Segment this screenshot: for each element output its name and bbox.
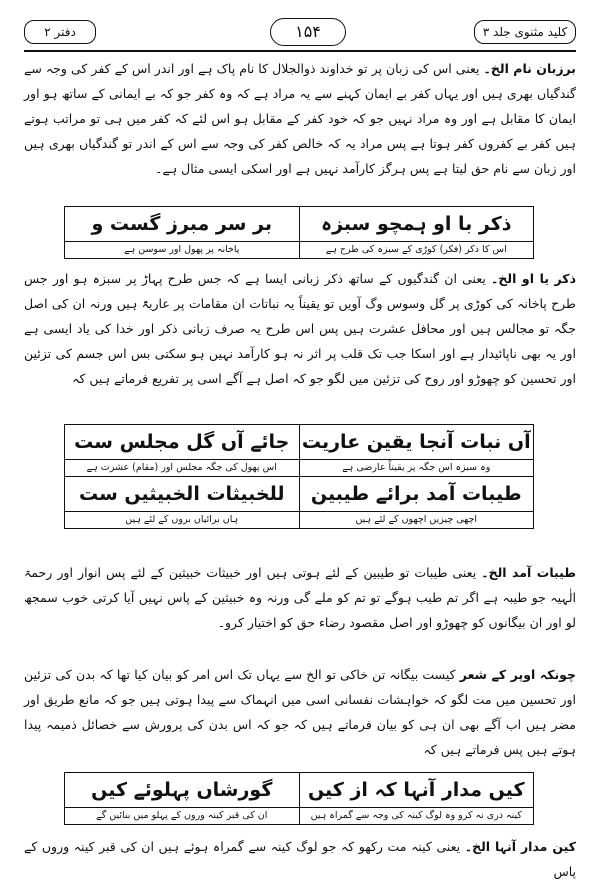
daftar-label: دفتر ۲ <box>24 20 96 44</box>
verse-left-hemistich <box>65 425 300 476</box>
paragraph-text: یعنی طیبات تو طیبین کے لئے ہوتی ہیں اور خبیثات خبیثین کے لئے پس انوار اور رحمۃ الٰہیہ جو طیبہ ہے اگر تم طیب ہوگے تو تم کو ملے گی ورنہ وہ خبیثین کے پاس نہیں آیا کرتی خوب سمجھ لو اور ان بیگانوں کو چھوڑو اور اصل مقصود رضاء حق کو اختیار کرو۔ <box>24 565 576 630</box>
paragraph-lead: چونکہ اوپر کے شعر <box>459 667 576 682</box>
verse-translation: پاخانہ پر پھول اور سوسن ہے <box>65 241 299 258</box>
verse-text: جائے آں گل مجلس ست <box>74 431 290 453</box>
verse-text: کیں مدار آنہا کہ از کیں <box>307 779 525 801</box>
paragraph-text: یعنی اس کی زبان پر تو خداوند ذوالجلال کا نام پاک ہے اور اندر اس کے کفر کی وجہ سے گندگیاں بھری ہیں اور یہاں کفر بے ایمان کہنے سے یہ مراد ہے کہ وہ کفر جو کہ بے ایمانی کے ساتھ ہو اور ایمان کا مقابل ہے اور وہ مراد نہیں جو کہ خود کفر کے مقابل ہو اس لئے کہ کفر میں ہی تو مراتب ہوتے ہیں کفر بے کفروں کفر ہوتا ہے پس مراد یہ کہ خالص کفر کی وجہ سے اس کے اندر تو گندگیاں بھری ہیں اور زبان سے نام حق لیتا ہے پس ہرگز کارآمد نہیں ہے اور اسکی ایسی مثال ہے۔ <box>24 61 576 176</box>
verse-translation: اس پھول کی جگہ مجلس اور (مقام) عشرت ہے <box>65 459 299 476</box>
verse-text: ذکر با او ہمچو سبزہ <box>320 213 512 235</box>
verse-text: بر سر مبرز گست و <box>91 213 272 235</box>
verse-box-1 <box>64 206 534 259</box>
verse-translation: وہ سبزہ اس جگہ پر یقیناً عارضی ہے <box>300 459 534 476</box>
verse-box-2 <box>64 424 534 529</box>
verse-text: گورشاں پہلوئے کیں <box>91 779 273 801</box>
paragraph-lead: برزبان نام الخ۔ <box>483 61 576 76</box>
verse-translation: کینہ دری نہ کرو وہ لوگ کینہ کی وجہ سے گمراہ ہیں <box>300 807 534 824</box>
verse-translation: اس کا ذکر (فکر) کوڑی کے سبزہ کی طرح ہے <box>300 241 534 258</box>
verse-right-hemistich <box>300 207 534 258</box>
commentary-paragraph-2 <box>24 266 576 391</box>
header-rule <box>24 50 576 52</box>
verse-left-hemistich <box>65 477 300 528</box>
commentary-paragraph-5 <box>24 834 576 884</box>
paragraph-lead: کین مدار آنہا الخ۔ <box>464 839 576 854</box>
verse-box-3 <box>64 772 534 825</box>
verse-right-hemistich <box>300 477 534 528</box>
verse-translation: ان کی قبر کینہ وروں کے پہلو میں بنائیں گے <box>65 807 299 824</box>
verse-text: آں نبات آنجا یقین عاریت <box>301 431 531 453</box>
verse-right-hemistich <box>300 425 534 476</box>
commentary-paragraph-3 <box>24 560 576 635</box>
commentary-paragraph-1 <box>24 56 576 181</box>
verse-left-hemistich <box>65 773 300 824</box>
paragraph-text: کیست بیگانہ تن خاکی تو الخ سے یہاں تک اس امر کو بیان کیا تھا کہ بدن کی تزئین اور تحسین میں مت لگو کہ خواہشات نفسانی اسی میں انہماک سے پیدا ہوتی ہیں جو کہ مانع طریق اور مضر ہیں اب آگے بھی ان ہی کو بیان فرماتے ہیں کہ جو کہ اس بدن کی پرورش سے خصائل ذمیمہ پیدا ہوتے ہیں پس فرماتے ہیں کہ <box>24 667 576 757</box>
commentary-paragraph-4 <box>24 662 576 762</box>
verse-row <box>65 207 533 258</box>
book-title: کلید مثنوی جلد ۳ <box>474 20 576 44</box>
verse-translation: اچھی چیزیں اچھوں کے لئے ہیں <box>300 511 534 528</box>
paragraph-lead: ذکر یا او الخ۔ <box>491 271 576 286</box>
verse-row <box>65 476 533 528</box>
verse-text: للخبیثات الخبیثیں ست <box>78 483 285 505</box>
verse-right-hemistich <box>300 773 534 824</box>
paragraph-lead: طیبات آمد الخ۔ <box>481 565 576 580</box>
page-number: ۱۵۴ <box>270 18 346 46</box>
paragraph-text: یعنی کینہ مت رکھو کہ جو لوگ کینہ سے گمراہ ہوئے ہیں ان کی قبر کینہ وروں کے پاس <box>24 839 576 879</box>
page-header <box>24 18 576 48</box>
verse-row <box>65 773 533 824</box>
paragraph-text: یعنی ان گندگیوں کے ساتھ ذکر زبانی ایسا ہے کہ جس طرح پہاڑ پر سبزہ ہو اور جس طرح پاخانہ کی کوڑی پر گل وسوس وگ آویں تو یقیناً یہ نباتات ان مقامات پر عاریۃً ہیں ورنہ ان کی اصل جگہ تو مجالس ہیں اور محافل عشرت ہیں پس اس طرح یہ صرف زبانی ذکر اور خدا کی یاد ایسی ہے اور یہ بھی ناپائیدار ہے اور اسکا جب تک قلب پر اثر نہ ہو کارآمد نہیں ہو سکتی بس اس جسم کی تزئین اور تحسین کو چھوڑو اور روح کی تزئین میں لگو جو کہ اصل ہے آگے اسی پر تفریع فرماتے ہیں کہ <box>24 271 576 386</box>
verse-translation: ہاں برائیاں بروں کے لئے ہیں <box>65 511 299 528</box>
verse-row <box>65 425 533 476</box>
verse-left-hemistich <box>65 207 300 258</box>
verse-text: طیبات آمد برائے طیبین <box>310 483 522 505</box>
